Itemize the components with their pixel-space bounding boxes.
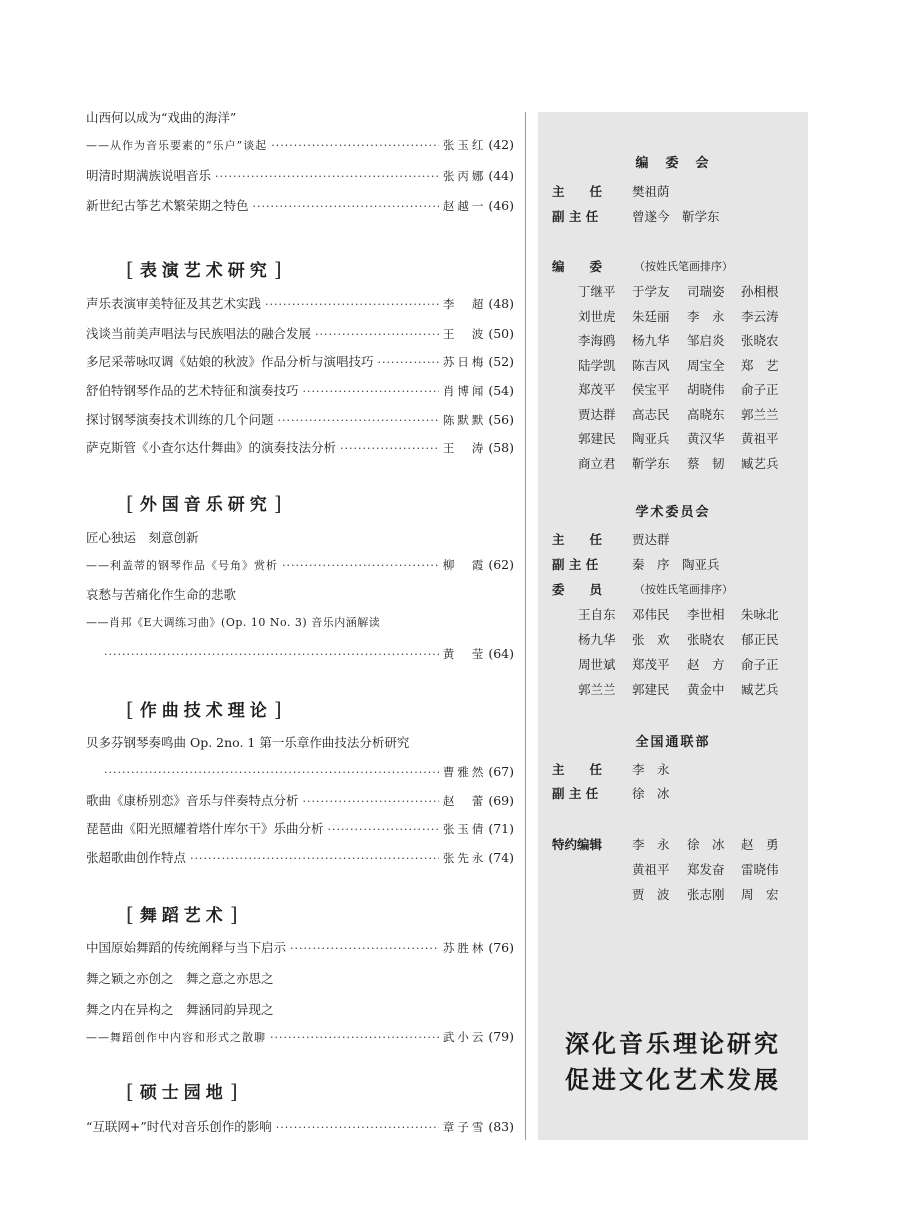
bracket-close: ] bbox=[273, 697, 282, 721]
member-name: 于学友 bbox=[632, 284, 670, 299]
entry-title: 多尼采蒂咏叹调《姑娘的秋波》作品分析与演唱技巧 bbox=[86, 354, 374, 369]
dot-leader bbox=[303, 382, 439, 402]
entry-title: 中国原始舞蹈的传统阐释与当下启示 bbox=[86, 940, 287, 955]
slogan-line: 促进文化艺术发展 bbox=[565, 1066, 781, 1094]
toc-subentry bbox=[86, 135, 514, 155]
member-name: 蔡 韧 bbox=[687, 455, 725, 471]
entry-title: 新世纪古筝艺术繁荣期之特色 bbox=[86, 198, 249, 213]
entry-page: (54) bbox=[488, 383, 514, 398]
toc-entry bbox=[86, 410, 514, 430]
bracket-close: ] bbox=[229, 902, 238, 926]
academic-members-note: （按姓氏笔画排序） bbox=[634, 583, 733, 596]
editorial-members-label: 编 委 bbox=[552, 259, 603, 274]
member-name: 徐 冰 bbox=[687, 837, 725, 852]
toc-entry bbox=[86, 848, 514, 868]
entry-page: (67) bbox=[488, 764, 514, 779]
toc-entry bbox=[86, 196, 514, 216]
entry-author: 李 超 bbox=[442, 297, 487, 311]
academic-director: 贾达群 bbox=[632, 532, 670, 547]
bracket-close: ] bbox=[229, 1079, 238, 1103]
slogan-line: 深化音乐理论研究 bbox=[565, 1030, 781, 1058]
section-heading bbox=[126, 696, 282, 721]
member-name: 臧艺兵 bbox=[741, 682, 779, 697]
entry-author: 王 波 bbox=[442, 327, 487, 341]
toc-subentry bbox=[86, 1027, 514, 1047]
toc-entry bbox=[86, 1117, 514, 1137]
dot-leader bbox=[278, 411, 439, 431]
entry-title: 萨克斯管《小查尔达什舞曲》的演奏技法分析 bbox=[86, 440, 337, 455]
entry-title: ——肖邦《E大调练习曲》(Op. 10 No. 3) 音乐内涵解读 bbox=[86, 616, 381, 629]
entry-page: (42) bbox=[488, 137, 514, 152]
entry-title: 张超歌曲创作特点 bbox=[86, 850, 187, 865]
member-name: 陶亚兵 bbox=[632, 431, 670, 446]
member-name: 朱咏北 bbox=[741, 607, 779, 622]
entry-author: 陈默默 bbox=[442, 413, 487, 427]
entry-page: (62) bbox=[488, 557, 514, 572]
entry-page: (48) bbox=[488, 296, 514, 311]
member-name: 杨九华 bbox=[632, 333, 670, 348]
toc-article-title bbox=[86, 969, 514, 989]
dot-leader bbox=[265, 295, 439, 315]
member-name: 陈吉风 bbox=[632, 357, 670, 373]
member-name: 臧艺兵 bbox=[741, 455, 779, 471]
dot-leader bbox=[315, 325, 439, 345]
section-heading bbox=[126, 490, 282, 515]
dot-leader bbox=[270, 1028, 439, 1048]
liaison-director: 李 永 bbox=[632, 762, 670, 777]
member-name: 李世相 bbox=[687, 607, 725, 622]
member-name: 郭兰兰 bbox=[741, 406, 779, 422]
entry-author: 苏胜林 bbox=[442, 941, 487, 955]
bracket-close: ] bbox=[273, 257, 282, 281]
entry-page: (74) bbox=[488, 850, 514, 865]
member-name: 高晓东 bbox=[687, 406, 725, 422]
member-name: 李 永 bbox=[687, 308, 725, 324]
bracket-open: [ bbox=[126, 1079, 134, 1103]
member-name: 俞子正 bbox=[741, 657, 779, 672]
entry-title: ——舞蹈创作中内容和形式之散聊 bbox=[86, 1031, 266, 1044]
entry-page: (52) bbox=[488, 354, 514, 369]
member-name: 郑茂平 bbox=[632, 657, 670, 672]
toc-entry bbox=[86, 819, 514, 839]
section-heading bbox=[126, 1078, 238, 1103]
editorial-director-label: 主 任 bbox=[552, 184, 603, 199]
member-name: 邓伟民 bbox=[632, 607, 670, 622]
entry-title: 哀愁与苦痛化作生命的悲歌 bbox=[86, 587, 237, 602]
entry-page: (46) bbox=[488, 198, 514, 213]
entry-title: ——利盖蒂的钢琴作品《号角》赏析 bbox=[86, 559, 278, 572]
toc-article-title bbox=[86, 585, 514, 605]
toc-article-title bbox=[86, 1000, 514, 1020]
entry-author: 王 涛 bbox=[442, 441, 487, 455]
liaison-heading: 全国通联部 bbox=[635, 735, 711, 750]
toc-subentry bbox=[86, 644, 514, 664]
bracket-open: [ bbox=[126, 491, 134, 515]
liaison-vice: 徐 冰 bbox=[632, 786, 670, 801]
member-name: 黄金中 bbox=[687, 682, 725, 697]
entry-author: 柳 霞 bbox=[442, 558, 487, 572]
entry-title: 山西何以成为“戏曲的海洋” bbox=[86, 110, 237, 125]
toc-subentry bbox=[86, 762, 514, 782]
entry-title: 浅谈当前美声唱法与民族唱法的融合发展 bbox=[86, 326, 312, 341]
member-name: 刘世虎 bbox=[578, 308, 616, 324]
masthead-panel bbox=[538, 112, 808, 1140]
member-name: 高志民 bbox=[632, 406, 670, 422]
member-name: 张晓农 bbox=[687, 632, 725, 647]
dot-leader bbox=[104, 763, 439, 783]
member-name: 靳学东 bbox=[632, 455, 670, 471]
entry-title: 声乐表演审美特征及其艺术实践 bbox=[86, 296, 262, 311]
editorial-board-heading: 编 委 会 bbox=[635, 156, 711, 171]
section-heading-text: 舞蹈艺术 bbox=[139, 906, 228, 926]
section-heading-text: 表演艺术研究 bbox=[139, 261, 272, 281]
member-name: 侯宝平 bbox=[632, 382, 670, 397]
dot-leader bbox=[215, 167, 439, 187]
editorial-vice-label: 副 主 任 bbox=[552, 209, 599, 224]
member-name: 李云涛 bbox=[741, 308, 779, 324]
member-name: 雷晓伟 bbox=[741, 862, 779, 877]
member-name: 郭建民 bbox=[632, 682, 670, 697]
member-name: 黄汉华 bbox=[687, 431, 725, 446]
entry-page: (76) bbox=[488, 940, 514, 955]
member-name: 司瑞姿 bbox=[687, 284, 725, 299]
entry-author: 武小云 bbox=[442, 1030, 487, 1044]
entry-author: 苏日梅 bbox=[442, 355, 487, 369]
column-divider bbox=[525, 112, 526, 1140]
bracket-close: ] bbox=[273, 491, 282, 515]
dot-leader bbox=[303, 792, 439, 812]
member-name: 郭建民 bbox=[578, 431, 616, 446]
member-name: 郭兰兰 bbox=[578, 682, 616, 697]
member-name: 丁继平 bbox=[578, 284, 616, 299]
editorial-vice: 曾遂今 靳学东 bbox=[632, 209, 720, 224]
liaison-director-label: 主 任 bbox=[552, 762, 603, 777]
entry-page: (69) bbox=[488, 793, 514, 808]
entry-page: (83) bbox=[488, 1119, 514, 1134]
toc-entry bbox=[86, 381, 514, 401]
entry-page: (58) bbox=[488, 440, 514, 455]
member-name: 郑 艺 bbox=[741, 357, 779, 373]
toc-entry bbox=[86, 791, 514, 811]
member-name: 贾 波 bbox=[632, 887, 670, 902]
toc-article-title bbox=[86, 733, 514, 753]
liaison-vice-label: 副 主 任 bbox=[552, 786, 599, 801]
member-name: 贾达群 bbox=[578, 406, 616, 422]
editorial-director: 樊祖荫 bbox=[632, 184, 670, 199]
dot-leader bbox=[190, 849, 439, 869]
toc-subentry bbox=[86, 555, 514, 575]
entry-title: 探讨钢琴演奏技术训练的几个问题 bbox=[86, 412, 274, 427]
entry-page: (79) bbox=[488, 1029, 514, 1044]
member-name: 周世斌 bbox=[578, 657, 616, 672]
entry-title: 匠心独运 刻意创新 bbox=[86, 530, 199, 545]
member-name: 李海鸥 bbox=[578, 333, 616, 348]
member-name: 张志刚 bbox=[687, 887, 725, 902]
member-name: 黄祖平 bbox=[632, 862, 670, 877]
entry-author: 黄 莹 bbox=[442, 647, 487, 661]
member-name: 胡晓伟 bbox=[687, 382, 725, 397]
entry-page: (44) bbox=[488, 168, 514, 183]
member-name: 黄祖平 bbox=[741, 431, 779, 446]
dot-leader bbox=[340, 439, 439, 459]
toc-subtitle bbox=[86, 612, 514, 633]
entry-author: 张先永 bbox=[442, 851, 487, 865]
member-name: 杨九华 bbox=[578, 632, 616, 647]
section-heading-text: 外国音乐研究 bbox=[139, 495, 272, 515]
entry-author: 张玉红 bbox=[442, 138, 487, 152]
section-heading-text: 作曲技术理论 bbox=[139, 701, 272, 721]
member-name: 周宝全 bbox=[687, 357, 725, 373]
toc-article-title bbox=[86, 108, 514, 128]
entry-page: (64) bbox=[488, 646, 514, 661]
dot-leader bbox=[282, 556, 439, 576]
entry-title: 舞之颖之亦创之 舞之意之亦思之 bbox=[86, 971, 274, 986]
entry-title: 舒伯特钢琴作品的艺术特征和演奏技巧 bbox=[86, 383, 299, 398]
academic-director-label: 主 任 bbox=[552, 532, 603, 547]
entry-author: 赵 蕾 bbox=[442, 794, 487, 808]
entry-page: (56) bbox=[488, 412, 514, 427]
entry-title: 舞之内在异构之 舞涵同韵异现之 bbox=[86, 1002, 274, 1017]
bracket-open: [ bbox=[126, 902, 134, 926]
member-name: 孙相根 bbox=[741, 284, 779, 299]
dot-leader bbox=[378, 353, 439, 373]
entry-page: (50) bbox=[488, 326, 514, 341]
toc-entry bbox=[86, 938, 514, 958]
entry-title: “互联网+”时代对音乐创作的影响 bbox=[86, 1119, 272, 1134]
entry-title: 歌曲《康桥别恋》音乐与伴奏特点分析 bbox=[86, 793, 299, 808]
member-name: 朱廷丽 bbox=[632, 308, 670, 324]
member-name: 王自东 bbox=[578, 607, 616, 622]
entry-author: 曹雅然 bbox=[442, 765, 487, 779]
member-name: 邹启炎 bbox=[687, 333, 725, 348]
section-heading bbox=[126, 256, 282, 281]
section-heading-text: 硕士园地 bbox=[139, 1083, 228, 1103]
bracket-open: [ bbox=[126, 697, 134, 721]
toc-article-title bbox=[86, 528, 514, 548]
bracket-open: [ bbox=[126, 257, 134, 281]
entry-author: 张丙娜 bbox=[442, 169, 487, 183]
toc-entry bbox=[86, 352, 514, 372]
entry-title: 琵琶曲《阳光照耀着塔什库尔干》乐曲分析 bbox=[86, 821, 324, 836]
member-name: 李 永 bbox=[632, 837, 670, 852]
editorial-members-note: （按姓氏笔画排序） bbox=[634, 260, 733, 273]
member-name: 郑发奋 bbox=[687, 862, 725, 877]
entry-title: 明清时期满族说唱音乐 bbox=[86, 168, 212, 183]
section-heading bbox=[126, 901, 238, 926]
entry-page: (71) bbox=[488, 821, 514, 836]
dot-leader bbox=[276, 1118, 439, 1138]
entry-author: 章子雪 bbox=[442, 1120, 487, 1134]
member-name: 郑茂平 bbox=[578, 382, 616, 397]
member-name: 郁正民 bbox=[741, 632, 779, 647]
member-name: 张晓农 bbox=[741, 333, 779, 348]
academic-committee-heading: 学术委员会 bbox=[635, 505, 711, 520]
member-name: 周 宏 bbox=[741, 887, 779, 902]
member-name: 赵 勇 bbox=[741, 837, 779, 852]
dot-leader bbox=[290, 939, 439, 959]
academic-vice-label: 副 主 任 bbox=[552, 557, 599, 572]
entry-title: 贝多芬钢琴奏鸣曲 Op. 2no. 1 第一乐章作曲技法分析研究 bbox=[86, 735, 410, 750]
academic-vice: 秦 序 陶亚兵 bbox=[632, 557, 720, 572]
entry-author: 肖博闻 bbox=[442, 384, 487, 398]
academic-members-label: 委 员 bbox=[552, 582, 603, 597]
dot-leader bbox=[271, 136, 439, 156]
slogan bbox=[538, 1026, 808, 1098]
entry-author: 张玉倩 bbox=[442, 822, 487, 836]
entry-title: ——从作为音乐要素的“乐户”谈起 bbox=[86, 139, 268, 152]
dot-leader bbox=[253, 197, 439, 217]
member-name: 赵 方 bbox=[687, 657, 725, 672]
member-name: 俞子正 bbox=[741, 382, 779, 397]
special-editors-label: 特约编辑 bbox=[552, 837, 603, 852]
toc-entry bbox=[86, 438, 514, 458]
member-name: 商立君 bbox=[578, 455, 616, 471]
member-name: 张 欢 bbox=[632, 632, 670, 647]
entry-author: 赵越一 bbox=[442, 199, 487, 213]
dot-leader bbox=[104, 645, 439, 665]
toc-entry bbox=[86, 166, 514, 186]
toc-entry bbox=[86, 324, 514, 344]
member-name: 陆学凯 bbox=[578, 357, 616, 373]
dot-leader bbox=[328, 820, 439, 840]
toc-entry bbox=[86, 294, 514, 314]
